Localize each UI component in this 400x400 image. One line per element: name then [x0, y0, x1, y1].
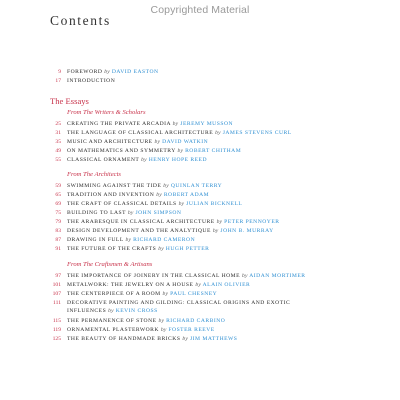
toc-entry-foreword[interactable]: [0, 68, 400, 77]
page-number: 69: [55, 201, 61, 207]
entry-text: [67, 191, 209, 200]
by-word: by: [172, 121, 179, 127]
page-number: 31: [55, 130, 61, 136]
page-number: 125: [52, 336, 61, 342]
toc-entry[interactable]: [0, 209, 400, 218]
author-name: HUGH PETTER: [165, 246, 210, 252]
entry-title: MUSIC AND ARCHITECTURE: [67, 139, 153, 145]
toc-entry[interactable]: [0, 272, 400, 281]
author-name: ROBERT ADAM: [163, 192, 210, 198]
author-name: JULIAN BICKNELL: [186, 201, 243, 207]
entry-title: THE IMPORTANCE OF JOINERY IN THE CLASSICAL HOME: [67, 273, 241, 279]
author-name: PAUL CHESNEY: [170, 291, 218, 297]
page-number: 59: [55, 183, 61, 189]
entry-text: [67, 245, 209, 254]
page-number: 65: [55, 192, 61, 198]
author-name: FOSTER REEVE: [168, 327, 215, 333]
page-number: 25: [55, 121, 61, 127]
by-word: by: [158, 318, 165, 324]
entry-text: [67, 68, 159, 77]
section-title-essays: The Essays: [50, 96, 89, 106]
by-word: by: [162, 291, 169, 297]
page-number: 119: [52, 327, 61, 333]
author-name: RICHARD CARBINO: [166, 318, 226, 324]
entry-text: [67, 326, 215, 335]
entry-title-continued: INFLUENCES: [67, 308, 107, 314]
page-number: 107: [52, 291, 61, 297]
page-number: 49: [55, 148, 61, 154]
by-word: by: [156, 192, 162, 198]
by-word: by: [182, 336, 189, 342]
author-name: JIM MATTHEWS: [189, 336, 238, 342]
entry-title: CLASSICAL ORNAMENT: [67, 157, 140, 163]
toc-entry[interactable]: [0, 281, 400, 290]
by-word: by: [178, 201, 185, 207]
author-name: HENRY HOPE REED: [148, 157, 208, 163]
by-word: by: [215, 130, 221, 136]
entry-title: THE PERMANENCE OF STONE: [67, 318, 157, 324]
entry-title: DRAWING IN FULL: [67, 237, 124, 243]
page-number: 9: [58, 69, 61, 75]
toc-entry[interactable]: [0, 245, 400, 254]
author-name: JOHN SIMPSON: [135, 210, 182, 216]
page-number: 101: [52, 282, 61, 288]
page-number: 35: [55, 139, 61, 145]
entry-title: FOREWORD: [67, 69, 103, 75]
toc-entry[interactable]: [0, 120, 400, 129]
toc-entry[interactable]: [0, 156, 400, 165]
entry-title: THE CRAFT OF CLASSICAL DETAILS: [67, 201, 177, 207]
author-name: PETER PENNOYER: [224, 219, 280, 225]
entry-title: INTRODUCTION: [67, 78, 116, 84]
entry-title: CREATING THE PRIVATE ARCADIA: [67, 121, 171, 127]
toc-entry[interactable]: [0, 218, 400, 227]
entry-text: [67, 335, 237, 344]
author-name: RICHARD CAMERON: [133, 237, 196, 243]
toc-entry[interactable]: [0, 290, 400, 299]
by-word: by: [241, 273, 248, 279]
entry-title: THE ARABESQUE IN CLASSICAL ARCHITECTURE: [67, 219, 215, 225]
page-number: 97: [55, 273, 61, 279]
entry-title: ORNAMENTAL PLASTERWORK: [67, 327, 159, 333]
toc-entry[interactable]: [0, 138, 400, 147]
toc-entry[interactable]: [0, 335, 400, 344]
entry-title: SWIMMING AGAINST THE TIDE: [67, 183, 162, 189]
by-word: by: [154, 139, 161, 145]
toc-entry[interactable]: [0, 236, 400, 245]
author-name: KEVIN CROSS: [115, 308, 158, 314]
entry-text: [67, 299, 290, 315]
by-word: by: [127, 210, 134, 216]
toc-entry[interactable]: [0, 129, 400, 138]
entry-title: THE CENTERPIECE OF A ROOM: [67, 291, 161, 297]
entry-text: [67, 317, 225, 326]
by-word: by: [125, 237, 132, 243]
entry-text: [67, 281, 250, 290]
by-word: by: [108, 308, 114, 314]
toc-entry[interactable]: [0, 326, 400, 335]
entry-text: [67, 120, 233, 129]
entry-text: [67, 77, 115, 86]
toc-entry[interactable]: [0, 191, 400, 200]
entry-text: [67, 200, 242, 209]
page-number: 55: [55, 157, 61, 163]
entry-text: [67, 290, 217, 299]
entry-text: [67, 272, 306, 281]
author-name: QUINLAN TERRY: [170, 183, 223, 189]
entry-text: [67, 129, 292, 138]
entry-title: DESIGN DEVELOPMENT AND THE ANALYTIQUE: [67, 228, 211, 234]
author-name: DAVID EASTON: [111, 69, 159, 75]
toc-entry[interactable]: [0, 182, 400, 191]
entry-text: [67, 209, 181, 218]
entry-title: BUILDING TO LAST: [67, 210, 126, 216]
entry-text: [67, 218, 279, 227]
subsection-writers-scholars: From The Writers & Scholars: [67, 109, 146, 116]
entry-text: [67, 236, 195, 245]
toc-entry-two-line[interactable]: [0, 299, 400, 315]
by-word: by: [163, 183, 169, 189]
entry-title: ON MATHEMATICS AND SYMMETRY: [67, 148, 176, 154]
author-name: JOHN B. MURRAY: [220, 228, 274, 234]
entry-text: [67, 138, 208, 147]
page-number: 17: [55, 78, 61, 84]
toc-entry-introduction[interactable]: [0, 77, 400, 86]
entry-title: METALWORK: THE JEWELRY ON A HOUSE: [67, 282, 194, 288]
entry-text: [67, 156, 207, 165]
subsection-craftsmen-artisans: From The Craftsmen & Artisans: [67, 261, 153, 268]
author-name: AIDAN MORTIMER: [249, 273, 306, 279]
by-word: by: [141, 157, 147, 163]
toc-entry[interactable]: [0, 200, 400, 209]
page-number: 115: [52, 318, 61, 324]
entry-text: [67, 147, 241, 156]
page-number: 91: [55, 246, 61, 252]
toc-entry[interactable]: [0, 317, 400, 326]
subsection-architects: From The Architects: [67, 171, 121, 178]
entry-text: [67, 182, 222, 191]
by-word: by: [216, 219, 223, 225]
entry-title: THE LANGUAGE OF CLASSICAL ARCHITECTURE: [67, 130, 214, 136]
by-word: by: [177, 148, 184, 154]
by-word: by: [158, 246, 164, 252]
entry-text: [67, 227, 274, 236]
page-number: 79: [55, 219, 61, 225]
entry-continuation: [67, 307, 290, 315]
author-name: ALAIN OLIVIER: [202, 282, 251, 288]
author-name: ROBERT CHITHAM: [185, 148, 242, 154]
author-name: DAVID WATKIN: [162, 139, 209, 145]
by-word: by: [104, 69, 110, 75]
entry-title: DECORATIVE PAINTING AND GILDING: CLASSICAL ORIGINS AND EXOTIC: [67, 300, 291, 306]
author-name: JEREMY MUSSON: [180, 121, 234, 127]
page-number: 75: [55, 210, 61, 216]
toc-entry[interactable]: [0, 227, 400, 236]
entry-title: TRADITION AND INVENTION: [67, 192, 155, 198]
by-word: by: [212, 228, 219, 234]
page-number: 87: [55, 237, 61, 243]
toc-entry[interactable]: [0, 147, 400, 156]
entry-title: THE FUTURE OF THE CRAFTS: [67, 246, 157, 252]
entry-title: THE BEAUTY OF HANDMADE BRICKS: [67, 336, 181, 342]
author-name: JAMES STEVENS CURL: [222, 130, 292, 136]
by-word: by: [160, 327, 167, 333]
page-number: 83: [55, 228, 61, 234]
page-title: Contents: [50, 13, 111, 28]
by-word: by: [195, 282, 202, 288]
copyright-watermark: Copyrighted Material: [150, 4, 250, 16]
page-number: 111: [53, 300, 61, 306]
